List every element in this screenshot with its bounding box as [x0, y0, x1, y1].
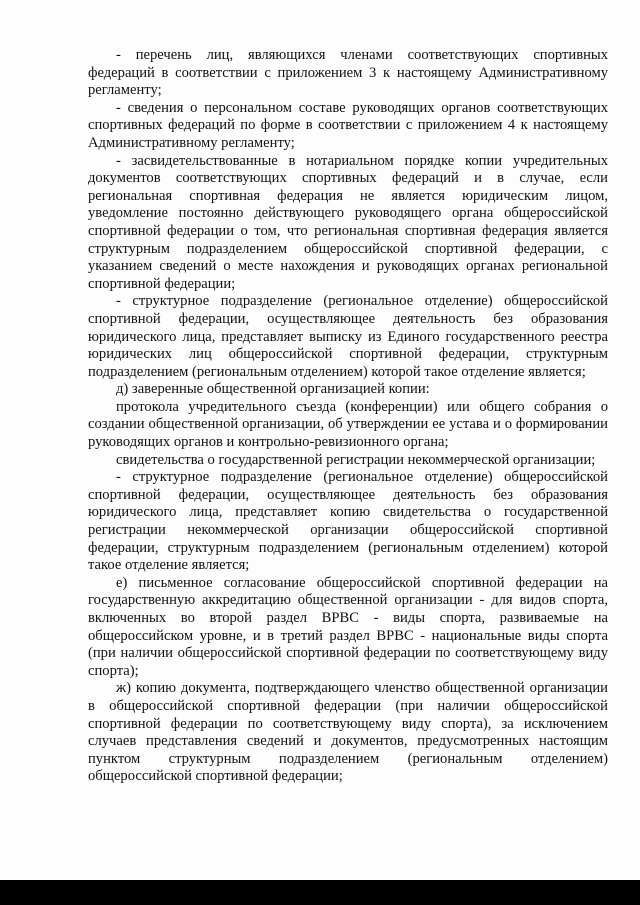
paragraph-item-d: д) заверенные общественной организацией копии: — [116, 381, 430, 398]
paragraph-item-zh: ж) копию документа, подтверждающего членство общественной организации в общероссийской спортивной федерации (при наличии общероссийской спортивной федерации по соответствующему виду спорта), за исключением случаев представления сведений и документов, предусмотренных настоящим пунктом структурным подразделением (региональным отделением) общероссийской спортивной федерации; — [88, 680, 608, 785]
document-body — [88, 47, 608, 786]
paragraph-item-e: е) письменное согласование общероссийской спортивной федерации на государственную аккредитацию общественной организации - для видов спорта, включенных во второй раздел ВРВС - виды спорта, развиваемые на общероссийском уровне, и в третий раздел ВРВС - национальные виды спорта (при наличии общероссийской спортивной федерации по соответствующему виду спорта); — [88, 574, 608, 679]
scan-bottom-border — [0, 880, 640, 905]
paragraph-founding-protocol: протокола учредительного съезда (конференции) или общего собрания о создании общественной организации, об утверждении ее устава и о формировании руководящих органов и контрольно-ревизионного органа; — [88, 398, 608, 451]
paragraph-personnel-info: - сведения о персональном составе руководящих органов соответствующих спортивных федераций по форме в соответствии с приложением 4 к настоящему Административному регламенту; — [88, 99, 608, 151]
paragraph-register-extract: - структурное подразделение (региональное отделение) общероссийской спортивной федерации, осуществляющее деятельность без образования юридического лица, представляет выписку из Единого государственного реестра юридических лиц общероссийской спортивной федерации, структурным подразделением (региональным отделением) которой такое отделение является; — [88, 293, 608, 380]
paragraph-notarized-copies: - засвидетельствованные в нотариальном порядке копии учредительных документов соответствующих спортивных федераций и в случае, если региональная спортивная федерация не является юридическим лицом, уведомление постоянно действующего руководящего органа общероссийской спортивной федерации о том, что региональная спортивная федерация является структурным подразделением общероссийской спортивной федерации, с указанием сведений о месте нахождения и руководящих органах региональной спортивной федерации; — [88, 152, 608, 292]
paragraph-registration-certificate: свидетельства о государственной регистрации некоммерческой организации; — [116, 451, 596, 468]
paragraph-certificate-copy: - структурное подразделение (региональное отделение) общероссийской спортивной федерации, осуществляющее деятельность без образования юридического лица, представляет копию свидетельства о государственной регистрации некоммерческой организации общероссийской спортивной федерации, структурным подразделением (региональным отделением) которой такое отделение является; — [88, 469, 608, 574]
paragraph-member-list: - перечень лиц, являющихся членами соответствующих спортивных федераций в соответствии с приложением 3 к настоящему Административному регламенту; — [88, 47, 608, 99]
